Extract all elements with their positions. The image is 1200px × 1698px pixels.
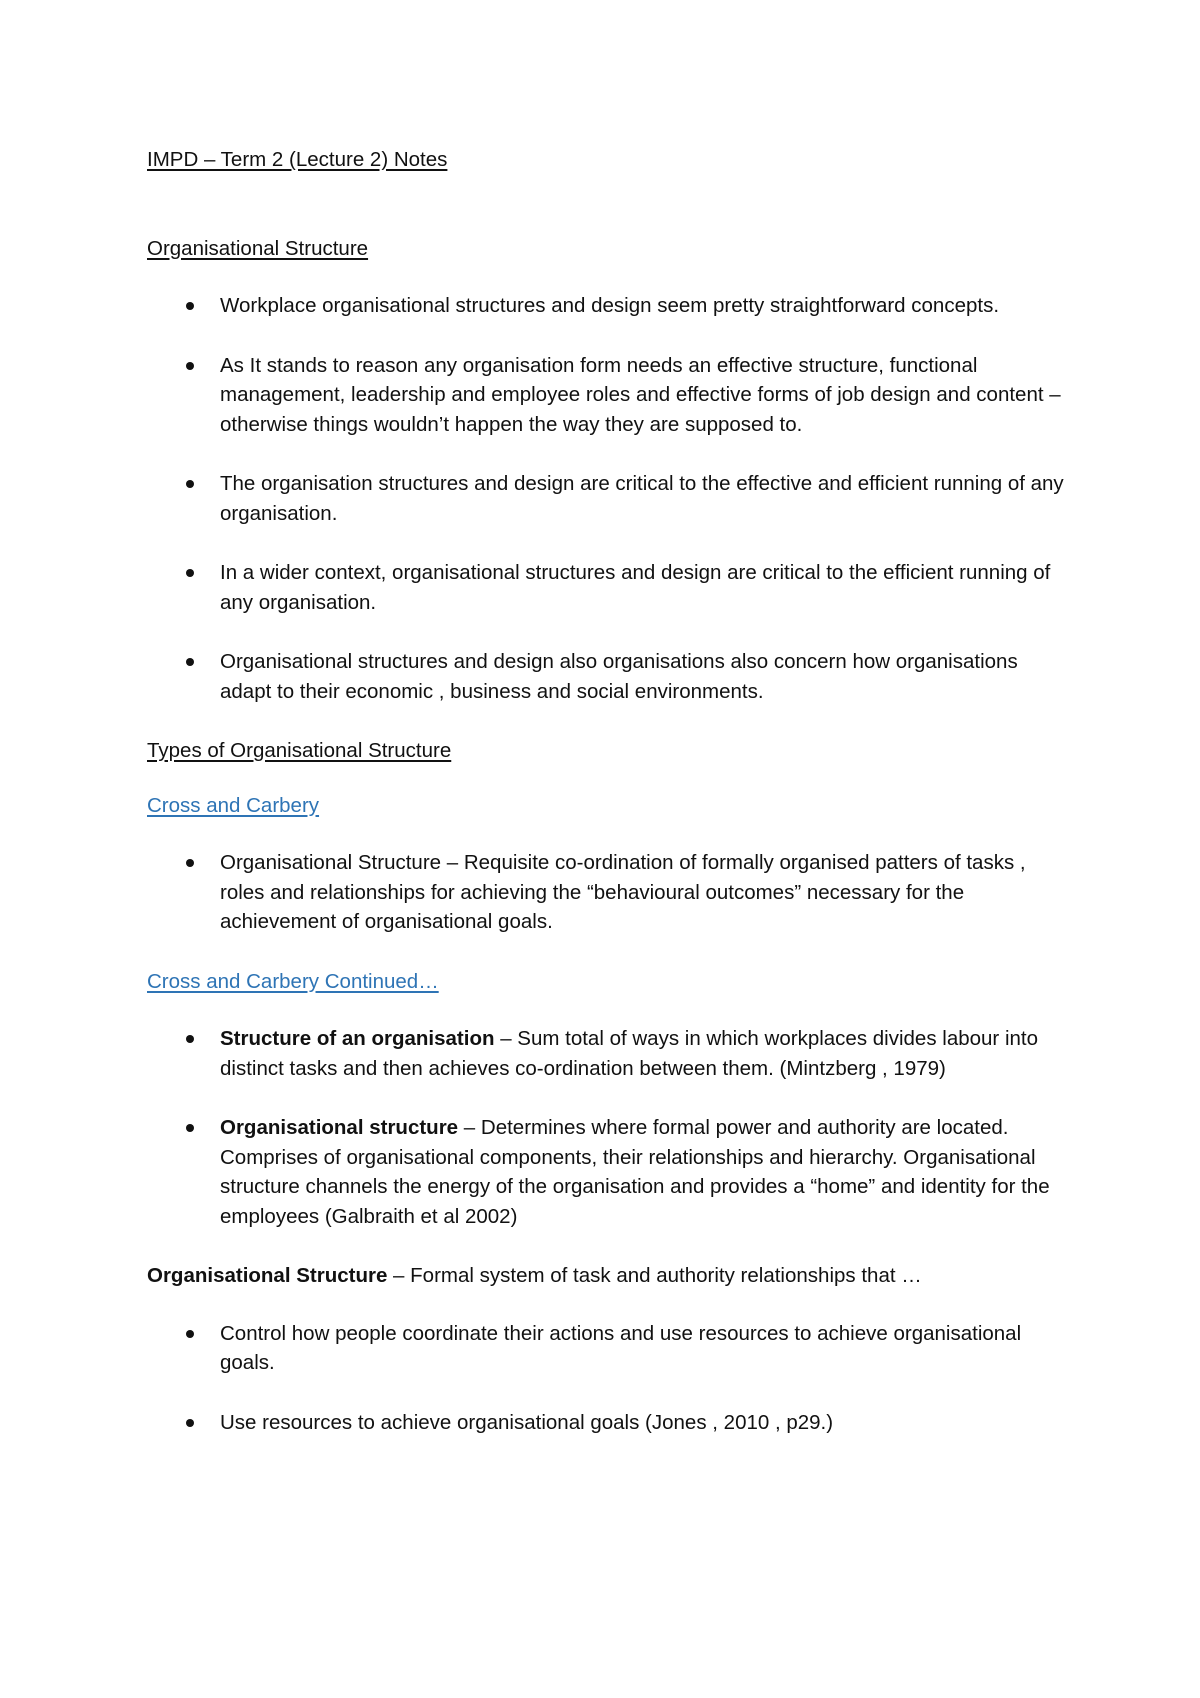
document-body — [147, 145, 1067, 1467]
list-item: Organisational Structure – Requisite co-ordination of formally organised patters of tasks , roles and relationships for achieving the “behavioural outcomes” necessary for the achievement of organisational goals. — [147, 848, 1067, 937]
bullet-icon — [186, 302, 194, 310]
link-cross-and-carbery-continued[interactable]: Cross and Carbery Continued… — [147, 969, 439, 993]
list-item: Workplace organisational structures and design seem pretty straightforward concepts. — [147, 291, 1067, 321]
bullet-icon — [186, 362, 194, 370]
bullet-icon — [186, 480, 194, 488]
link-cross-and-carbery[interactable]: Cross and Carbery — [147, 793, 320, 817]
bullet-icon — [186, 1419, 194, 1427]
section-heading-types: Types of Organisational Structure — [147, 739, 452, 762]
bullet-icon — [186, 1035, 194, 1043]
bullet-icon — [186, 658, 194, 666]
section-heading-organisational-structure: Organisational Structure — [147, 236, 369, 260]
cross-carbery-continued-bullet-list — [147, 1024, 1067, 1231]
definition-organisational-structure: Organisational Structure – Formal system of task and authority relationships that … — [147, 1264, 922, 1287]
list-item: Control how people coordinate their actions and use resources to achieve organisational goals. — [147, 1319, 1067, 1378]
section1-bullet-list — [147, 291, 1067, 706]
bullet-icon — [186, 859, 194, 867]
cross-carbery-bullet-list — [147, 848, 1067, 937]
list-item: Organisational structures and design also organisations also concern how organisations adapt to their economic , business and social environments. — [147, 647, 1067, 706]
list-item: In a wider context, organisational structures and design are critical to the efficient running of any organisation. — [147, 558, 1067, 617]
bullet-icon — [186, 1124, 194, 1132]
list-item: Structure of an organisation – Sum total of ways in which workplaces divides labour into distinct tasks and then achieves co-ordination between them. (Mintzberg , 1979) — [147, 1024, 1067, 1083]
list-item: Use resources to achieve organisational goals (Jones , 2010 , p29.) — [147, 1408, 1067, 1438]
list-item: Organisational structure – Determines where formal power and authority are located. Comprises of organisational components, their relationships and hierarchy. Organisational structure channels the energy of the organisation and provides a “home” and identity for the employees (Galbraith et al 2002) — [147, 1113, 1067, 1231]
bullet-icon — [186, 569, 194, 577]
section3-bullet-list — [147, 1319, 1067, 1438]
list-item: As It stands to reason any organisation form needs an effective structure, functional management, leadership and employee roles and effective forms of job design and content – otherwise things wouldn’t happen the way they are supposed to. — [147, 351, 1067, 440]
bullet-icon — [186, 1330, 194, 1338]
list-item: The organisation structures and design are critical to the effective and efficient running of any organisation. — [147, 469, 1067, 528]
document-title: IMPD – Term 2 (Lecture 2) Notes — [147, 148, 448, 171]
